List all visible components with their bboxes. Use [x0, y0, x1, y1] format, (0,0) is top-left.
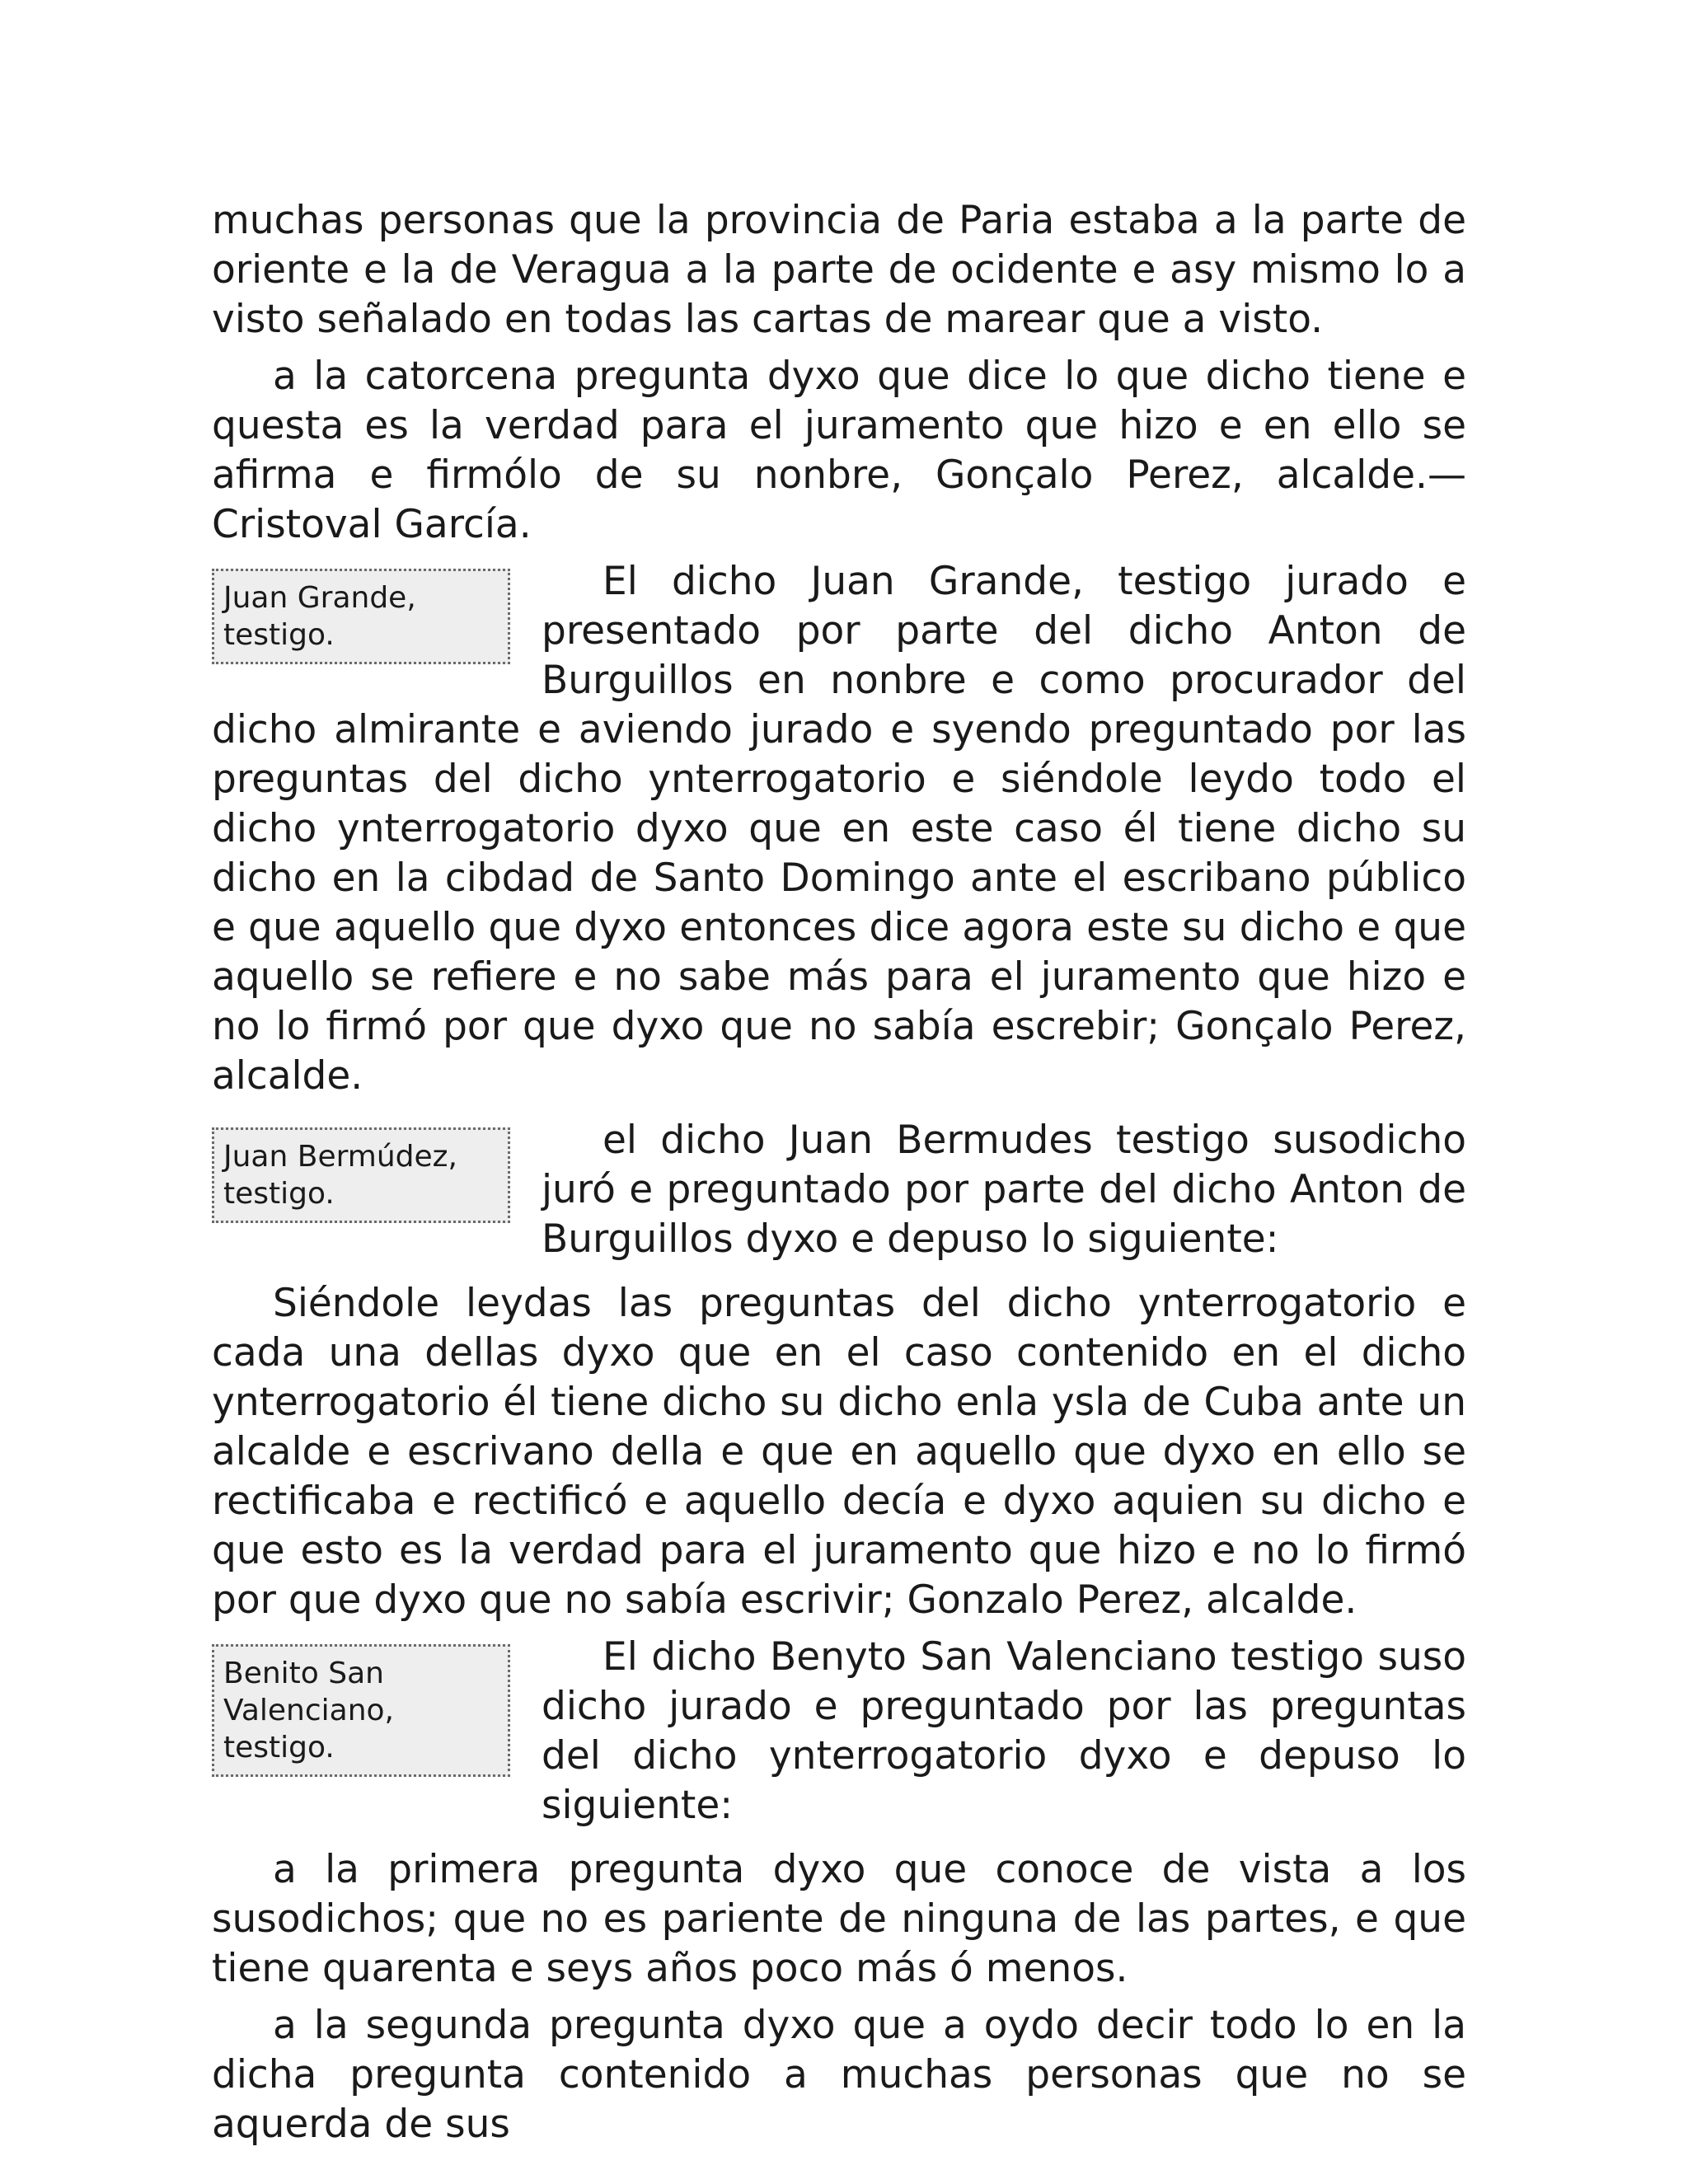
- margin-note: Benito San Valenciano, testigo.: [212, 1644, 510, 1777]
- paragraph: El dicho Juan Grande, testigo jurado e presentado por parte del dicho Anton de Burguillos en nonbre e como procurador del dicho almirante e aviendo jurado e syendo preguntado por las preguntas del dicho ynterrogatorio e siéndole leydo todo el dicho ynterrogatorio dyxo que en este caso él tiene dicho su dicho en la cibdad de Santo Domingo ante el escribano público e que aquello que dyxo entonces dice agora este su dicho e que aquello se refiere e no sabe más para el juramento que hizo e no lo firmó por que dyxo que no sabía escrebir; Gonçalo Perez, alcalde.: [212, 559, 1466, 1099]
- margin-note: Juan Grande, testigo.: [212, 569, 510, 664]
- paragraph: a la catorcena pregunta dyxo que dice lo que dicho tiene e questa es la verdad para el juramento que hizo e en ello se afirma e firmólo de su nonbre, Gonçalo Perez, alcalde.—Cristoval García.: [212, 354, 1466, 547]
- paragraph: el dicho Juan Bermudes testigo susodicho juró e preguntado por parte del dicho Anton de Burguillos dyxo e depuso lo siguiente:: [542, 1118, 1466, 1262]
- paragraph: muchas personas que la provincia de Paria estaba a la parte de oriente e la de Veragua a la parte de ocidente e asy mismo lo a visto señalado en todas las cartas de marear que a visto.: [212, 198, 1466, 342]
- margin-note: Juan Bermúdez, testigo.: [212, 1127, 510, 1223]
- testimony-benito-san-valenciano: [212, 1633, 1466, 1838]
- paragraph: Siéndole leydas las preguntas del dicho ynterrogatorio e cada una dellas dyxo que en el caso contenido en el dicho ynterrogatorio él tiene dicho su dicho enla ysla de Cuba ante un alcalde e escrivano della e que en aquello que dyxo en ello se rectificaba e rectificó e aquello decía e dyxo aquien su dicho e que esto es la verdad para el juramento que hizo e no lo firmó por que dyxo que no sabía escrivir; Gonzalo Perez, alcalde.: [212, 1281, 1466, 1623]
- testimony-juan-bermudez: [212, 1116, 1466, 1272]
- paragraph: a la primera pregunta dyxo que conoce de vista a los susodichos; que no es pariente de ninguna de las partes, e que tiene quarenta e seys años poco más ó menos.: [212, 1847, 1466, 1991]
- testimony-juan-grande: [212, 557, 1466, 1108]
- paragraph: a la segunda pregunta dyxo que a oydo decir todo lo en la dicha pregunta contenido a muchas personas que no se aquerda de sus: [212, 2003, 1466, 2147]
- document-page: [212, 196, 1466, 2157]
- paragraph: El dicho Benyto San Valenciano testigo suso dicho jurado e preguntado por las preguntas del dicho ynterrogatorio dyxo e depuso lo siguiente:: [542, 1634, 1466, 1828]
